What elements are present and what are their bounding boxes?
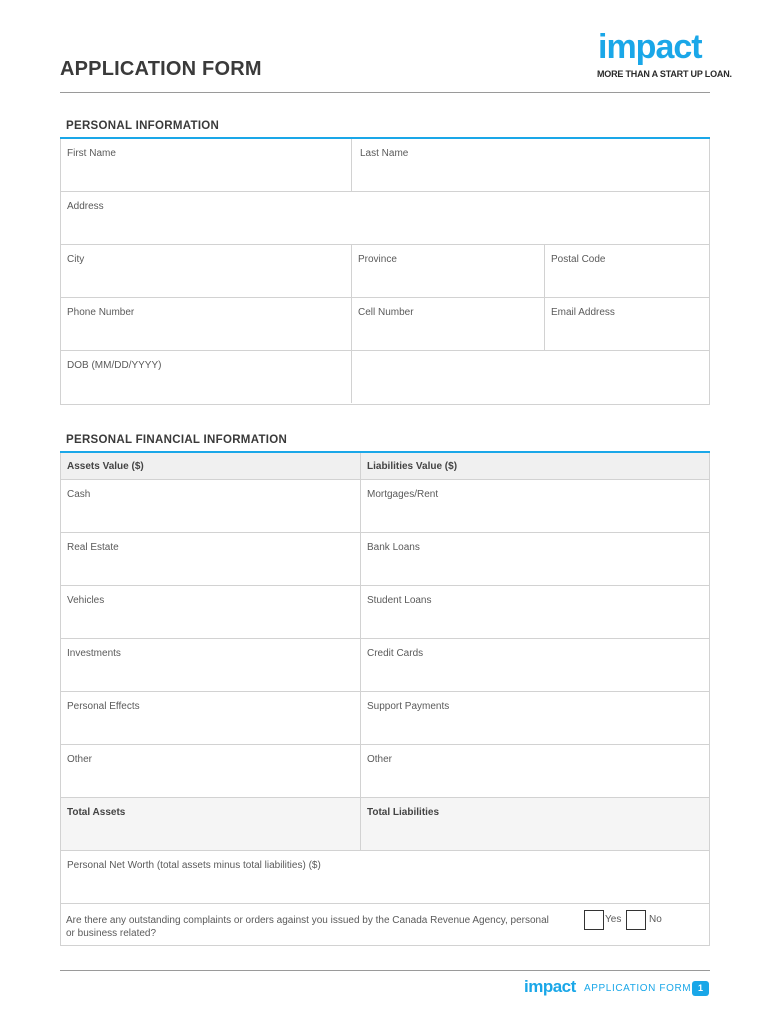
no-checkbox[interactable] [626, 910, 646, 930]
asset-label: Other [67, 754, 93, 765]
last-name-label: Last Name [360, 148, 409, 159]
asset-investments-field[interactable] [61, 639, 361, 692]
personal-info-table [60, 139, 710, 405]
net-worth-field[interactable] [61, 851, 709, 904]
impact-logo: impact [598, 28, 702, 66]
total-liabilities-field[interactable] [361, 798, 709, 851]
phone-number-label: Phone Number [67, 307, 135, 318]
liability-label: Student Loans [367, 595, 432, 606]
asset-label: Real Estate [67, 542, 119, 553]
address-label: Address [67, 201, 104, 212]
cell-number-field[interactable] [352, 298, 545, 351]
liabilities-header: Liabilities Value ($) [367, 461, 458, 472]
header-divider [60, 92, 710, 93]
page-number-badge: 1 [692, 981, 709, 996]
total-assets-field[interactable] [61, 798, 361, 851]
financial-info-heading: PERSONAL FINANCIAL INFORMATION [66, 434, 288, 446]
asset-label: Vehicles [67, 595, 105, 606]
liability-mortgages-field[interactable] [361, 480, 709, 533]
asset-label: Cash [67, 489, 91, 500]
liabilities-header-cell [361, 453, 709, 480]
dob-field[interactable] [352, 351, 709, 403]
logo-tagline: MORE THAN A START UP LOAN. [597, 69, 732, 79]
liability-student-loans-field[interactable] [361, 586, 709, 639]
liability-bank-loans-field[interactable] [361, 533, 709, 586]
email-address-label: Email Address [551, 307, 615, 318]
financial-info-table [60, 453, 710, 946]
total-assets-label: Total Assets [67, 807, 126, 818]
last-name-field[interactable] [352, 139, 709, 192]
email-address-field[interactable] [545, 298, 709, 351]
asset-vehicles-field[interactable] [61, 586, 361, 639]
yes-checkbox[interactable] [584, 910, 604, 930]
asset-label: Investments [67, 648, 121, 659]
postal-code-field[interactable] [545, 245, 709, 298]
footer-divider [60, 970, 710, 971]
city-field[interactable] [61, 245, 352, 298]
personal-info-heading: PERSONAL INFORMATION [66, 120, 220, 132]
no-label: No [649, 914, 662, 925]
phone-number-field[interactable] [61, 298, 352, 351]
liability-support-payments-field[interactable] [361, 692, 709, 745]
dob-label: DOB (MM/DD/YYYY) [67, 360, 162, 371]
asset-cash-field[interactable] [61, 480, 361, 533]
total-liabilities-label: Total Liabilities [367, 807, 440, 818]
address-field[interactable] [61, 192, 709, 245]
liability-other-field[interactable] [361, 745, 709, 798]
first-name-field[interactable] [61, 139, 352, 192]
liability-label: Credit Cards [367, 648, 424, 659]
dob-label-cell [61, 351, 352, 403]
first-name-label: First Name [67, 148, 116, 159]
asset-label: Personal Effects [67, 701, 140, 712]
net-worth-label: Personal Net Worth (total assets minus total liabilities) ($) [67, 860, 321, 871]
yes-label: Yes [605, 914, 622, 925]
province-label: Province [358, 254, 397, 265]
cell-number-label: Cell Number [358, 307, 414, 318]
liability-credit-cards-field[interactable] [361, 639, 709, 692]
asset-personal-effects-field[interactable] [61, 692, 361, 745]
footer-title: APPLICATION FORM [584, 983, 692, 994]
province-field[interactable] [352, 245, 545, 298]
city-label: City [67, 254, 85, 265]
liability-label: Bank Loans [367, 542, 420, 553]
liability-label: Mortgages/Rent [367, 489, 439, 500]
asset-real-estate-field[interactable] [61, 533, 361, 586]
postal-code-label: Postal Code [551, 254, 606, 265]
assets-header-cell [61, 453, 361, 480]
liability-label: Other [367, 754, 393, 765]
liability-label: Support Payments [367, 701, 450, 712]
asset-other-field[interactable] [61, 745, 361, 798]
cra-question: Are there any outstanding complaints or orders against you issued by the Canada Revenue Agency, personal or business related? [66, 915, 549, 939]
footer-logo: impact [524, 977, 576, 996]
assets-header: Assets Value ($) [67, 461, 144, 472]
page-title: APPLICATION FORM [60, 58, 262, 80]
